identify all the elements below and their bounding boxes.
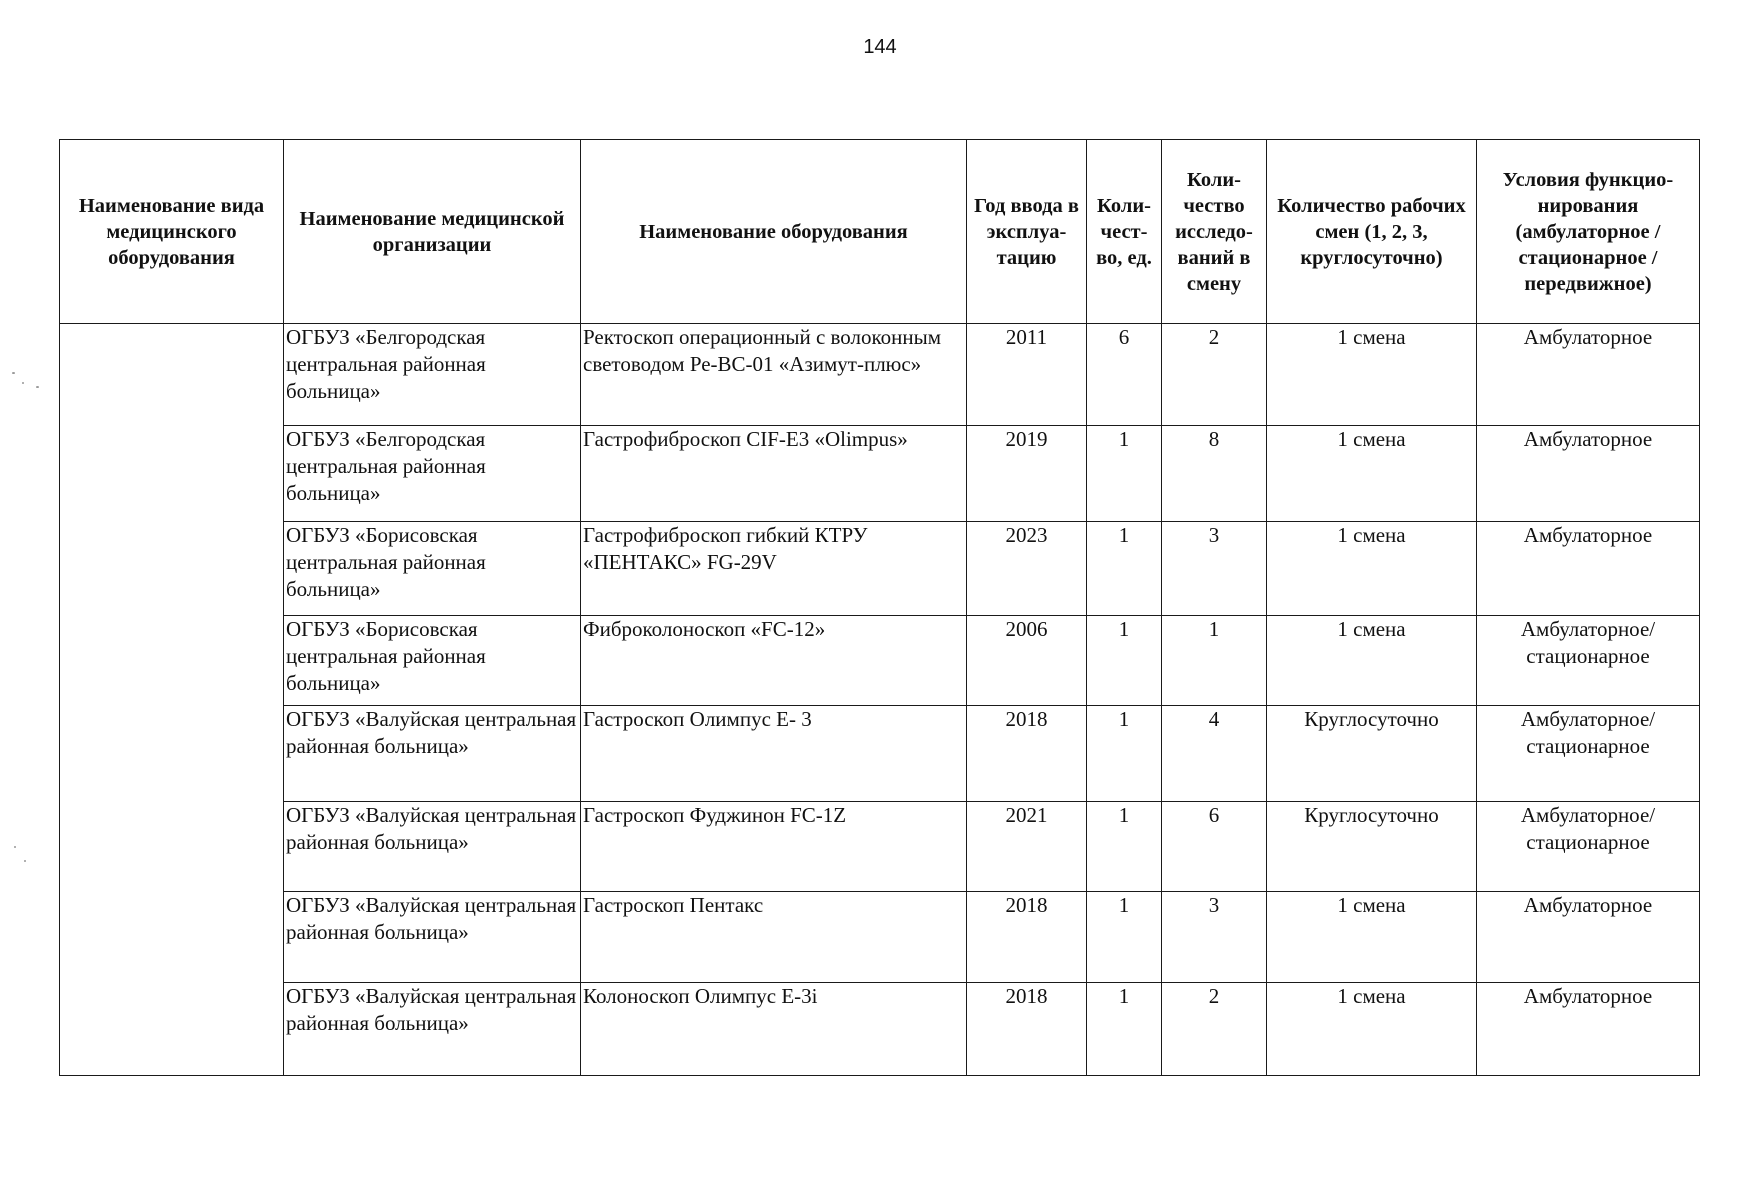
table-row	[60, 616, 1700, 706]
organization-cell: ОГБУЗ «Валуйская центральная районная больница»	[284, 802, 581, 892]
table-row	[60, 706, 1700, 802]
equipment-name-cell: Гастрофиброскоп CIF-E3 «Olimpus»	[581, 426, 967, 522]
conditions-cell: Амбулаторное/ стационарное	[1477, 706, 1700, 802]
studies-cell: 2	[1162, 983, 1267, 1076]
conditions-cell: Амбулаторное	[1477, 324, 1700, 426]
scan-speck	[12, 372, 15, 374]
year-cell: 2006	[967, 616, 1087, 706]
equipment-name-cell: Гастроскоп Фуджинон FC-1Z	[581, 802, 967, 892]
shifts-cell: 1 смена	[1267, 616, 1477, 706]
studies-cell: 4	[1162, 706, 1267, 802]
studies-cell: 1	[1162, 616, 1267, 706]
header-organization: Наименование медицинской организации	[284, 140, 581, 324]
header-equipment-name: Наименование оборудования	[581, 140, 967, 324]
year-cell: 2018	[967, 706, 1087, 802]
shifts-cell: 1 смена	[1267, 892, 1477, 983]
shifts-cell: Круглосуточно	[1267, 706, 1477, 802]
header-shifts: Количество рабочих смен (1, 2, 3, круглосуточно)	[1267, 140, 1477, 324]
equipment-name-cell: Гастроскоп Пентакс	[581, 892, 967, 983]
year-cell: 2011	[967, 324, 1087, 426]
shifts-cell: 1 смена	[1267, 522, 1477, 616]
quantity-cell: 6	[1087, 324, 1162, 426]
quantity-cell: 1	[1087, 892, 1162, 983]
shifts-cell: 1 смена	[1267, 426, 1477, 522]
equipment-name-cell: Ректоскоп операционный с волоконным световодом Ре-ВС-01 «Азимут-плюс»	[581, 324, 967, 426]
equipment-table	[59, 139, 1700, 1076]
studies-cell: 2	[1162, 324, 1267, 426]
year-cell: 2023	[967, 522, 1087, 616]
studies-cell: 3	[1162, 522, 1267, 616]
header-studies-per-shift: Коли-чество исследо-ваний в смену	[1162, 140, 1267, 324]
conditions-cell: Амбулаторное	[1477, 522, 1700, 616]
year-cell: 2018	[967, 983, 1087, 1076]
table-row	[60, 892, 1700, 983]
studies-cell: 8	[1162, 426, 1267, 522]
table-row	[60, 324, 1700, 426]
organization-cell: ОГБУЗ «Валуйская центральная районная больница»	[284, 706, 581, 802]
quantity-cell: 1	[1087, 706, 1162, 802]
year-cell: 2018	[967, 892, 1087, 983]
organization-cell: ОГБУЗ «Белгородская центральная районная больница»	[284, 426, 581, 522]
conditions-cell: Амбулаторное	[1477, 892, 1700, 983]
scan-speck	[22, 382, 24, 384]
studies-cell: 6	[1162, 802, 1267, 892]
equipment-type-cell	[60, 324, 284, 1076]
conditions-cell: Амбулаторное/ стационарное	[1477, 616, 1700, 706]
scan-speck	[14, 846, 16, 848]
scan-speck	[24, 860, 26, 862]
equipment-name-cell: Гастроскоп Олимпус Е- 3	[581, 706, 967, 802]
equipment-name-cell: Колоноскоп Олимпус Е-3i	[581, 983, 967, 1076]
table-row	[60, 983, 1700, 1076]
conditions-cell: Амбулаторное/ стационарное	[1477, 802, 1700, 892]
conditions-cell: Амбулаторное	[1477, 426, 1700, 522]
year-cell: 2021	[967, 802, 1087, 892]
organization-cell: ОГБУЗ «Валуйская центральная районная больница»	[284, 983, 581, 1076]
header-quantity: Коли-чест-во, ед.	[1087, 140, 1162, 324]
organization-cell: ОГБУЗ «Валуйская центральная районная больница»	[284, 892, 581, 983]
quantity-cell: 1	[1087, 802, 1162, 892]
scan-speck	[36, 386, 39, 388]
quantity-cell: 1	[1087, 616, 1162, 706]
header-year: Год ввода в эксплуа-тацию	[967, 140, 1087, 324]
table-row	[60, 802, 1700, 892]
header-conditions: Условия функцио-нирования (амбулаторное / стационарное / передвижное)	[1477, 140, 1700, 324]
table-header-row	[60, 140, 1700, 324]
table-row	[60, 426, 1700, 522]
equipment-name-cell: Гастрофиброскоп гибкий КТРУ «ПЕНТАКС» FG-29V	[581, 522, 967, 616]
table-row	[60, 522, 1700, 616]
page-number: 144	[863, 36, 897, 58]
organization-cell: ОГБУЗ «Белгородская центральная районная больница»	[284, 324, 581, 426]
studies-cell: 3	[1162, 892, 1267, 983]
year-cell: 2019	[967, 426, 1087, 522]
header-equipment-type: Наименование вида медицинского оборудования	[60, 140, 284, 324]
shifts-cell: 1 смена	[1267, 324, 1477, 426]
shifts-cell: 1 смена	[1267, 983, 1477, 1076]
organization-cell: ОГБУЗ «Борисовская центральная районная больница»	[284, 616, 581, 706]
shifts-cell: Круглосуточно	[1267, 802, 1477, 892]
quantity-cell: 1	[1087, 522, 1162, 616]
organization-cell: ОГБУЗ «Борисовская центральная районная больница»	[284, 522, 581, 616]
equipment-name-cell: Фиброколоноскоп «FC-12»	[581, 616, 967, 706]
quantity-cell: 1	[1087, 426, 1162, 522]
quantity-cell: 1	[1087, 983, 1162, 1076]
conditions-cell: Амбулаторное	[1477, 983, 1700, 1076]
